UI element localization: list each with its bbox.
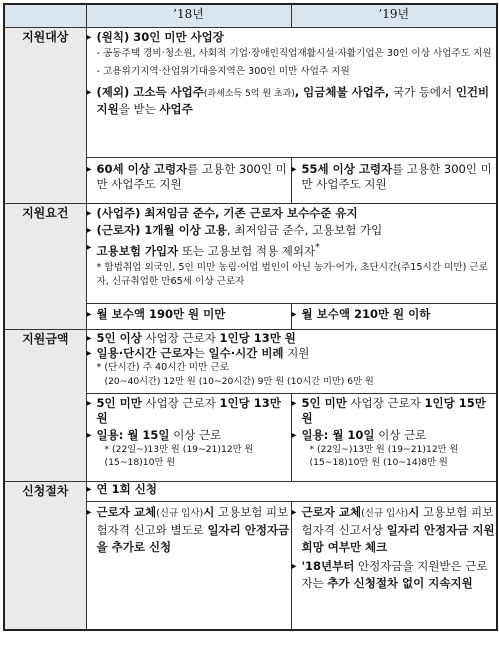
amount-2018: ▸ 5인 미만 사업장 근로자 1인당 13만 원 ▸ 일용: 월 15일 이상 근로 * (22일~)13만 원 (19~21)12만 원 (15~18)10만 원 <box>86 394 291 482</box>
requirements-note: * 합법취업 외국인, 5인 미만 농림·어업 법인이 아닌 농가·어가, 초단시간(주15시간 미만) 근로자, 신규취업한 만65세 이상 근로자 <box>87 261 497 289</box>
header-row <box>4 4 497 28</box>
support-target-detail-1: - 공동주택 경비·청소원, 사회적 기업·장애인직업재활시설·자활기업은 30인 이상 사업주도 지원 <box>87 47 497 61</box>
amount-5plus: ▸ 5인 이상 사업장 근로자 1인당 13만 원 <box>87 331 497 346</box>
support-target-exclusion: ▸ (제외) 고소득 사업주(과세소득 5억 원 초과), 임금체불 사업주, 국가 등에서 인건비 지원을 받는 사업주 <box>87 85 497 117</box>
header-empty <box>4 4 86 28</box>
header-2018: ’18년 <box>86 4 291 28</box>
requirements-common <box>86 204 497 304</box>
requirements-worker: ▸ (근로자) 1개월 이상 고용, 최저임금 준수, 고용보험 가입 <box>87 223 497 238</box>
support-target-2019: ▸ 55세 이상 고령자를 고용한 300인 미만 사업주도 지원 <box>291 158 497 204</box>
header-2019: ’19년 <box>291 4 497 28</box>
support-target-common <box>86 28 497 158</box>
amount-2019: ▸ 5인 미만 사업장 근로자 1인당 15만 원 ▸ 일용: 월 10일 이상 근로 * (22일~)13만 원 (19~21)12만 원 (15~18)10만 원 (10~14)8만 원 <box>291 394 497 482</box>
support-target-principle: ▸ (원칙) 30인 미만 사업장 <box>87 30 497 45</box>
category-procedure: 신청절차 <box>4 482 86 630</box>
procedure-2019: ▸ 근로자 교체(신규 입사)시 고용보험 피보험자격 신고서상 일자리 안정자금 지원 희망 여부만 체크 ▸ '18년부터 안정자금을 지원받은 근로자는 추가 신청절차 없이 지속지원 <box>291 502 497 630</box>
support-target-2018: ▸ 60세 이상 고령자를 고용한 300인 미만 사업주도 지원 <box>86 158 291 204</box>
requirements-2019: ▸ 월 보수액 210만 원 이하 <box>291 304 497 330</box>
amount-common <box>86 330 497 394</box>
amount-note-2: (20~40시간) 12만 원 (10~20시간) 9만 원 (10시간 미만) 6만 원 <box>104 376 374 387</box>
comparison-table <box>3 3 498 631</box>
requirements-insurance: ▸ 고용보험 가입자 또는 고용보험 적용 제외자* <box>87 240 497 259</box>
category-support-target: 지원대상 <box>4 28 86 204</box>
category-amount: 지원금액 <box>4 330 86 482</box>
support-target-detail-2: - 고용위기지역·산업위기대응지역은 300인 미만 사업주 지원 <box>87 65 497 79</box>
requirements-employer: ▸ (사업주) 최저임금 준수, 기존 근로자 보수수준 유지 <box>87 206 497 221</box>
procedure-common: ▸ 연 1회 신청 <box>86 482 497 502</box>
category-requirements: 지원요건 <box>4 204 86 330</box>
requirements-2018: ▸ 월 보수액 190만 원 미만 <box>86 304 291 330</box>
amount-daily: ▸ 일용·단시간 근로자는 일수·시간 비례 지원 <box>87 346 497 361</box>
procedure-2018: ▸ 근로자 교체(신규 입사)시 고용보험 피보험자격 신고와 별도로 일자리 안정자금을 추가로 신청 <box>86 502 291 630</box>
amount-note-1: * (단시간) 주 40시간 미만 근로 <box>87 361 497 375</box>
